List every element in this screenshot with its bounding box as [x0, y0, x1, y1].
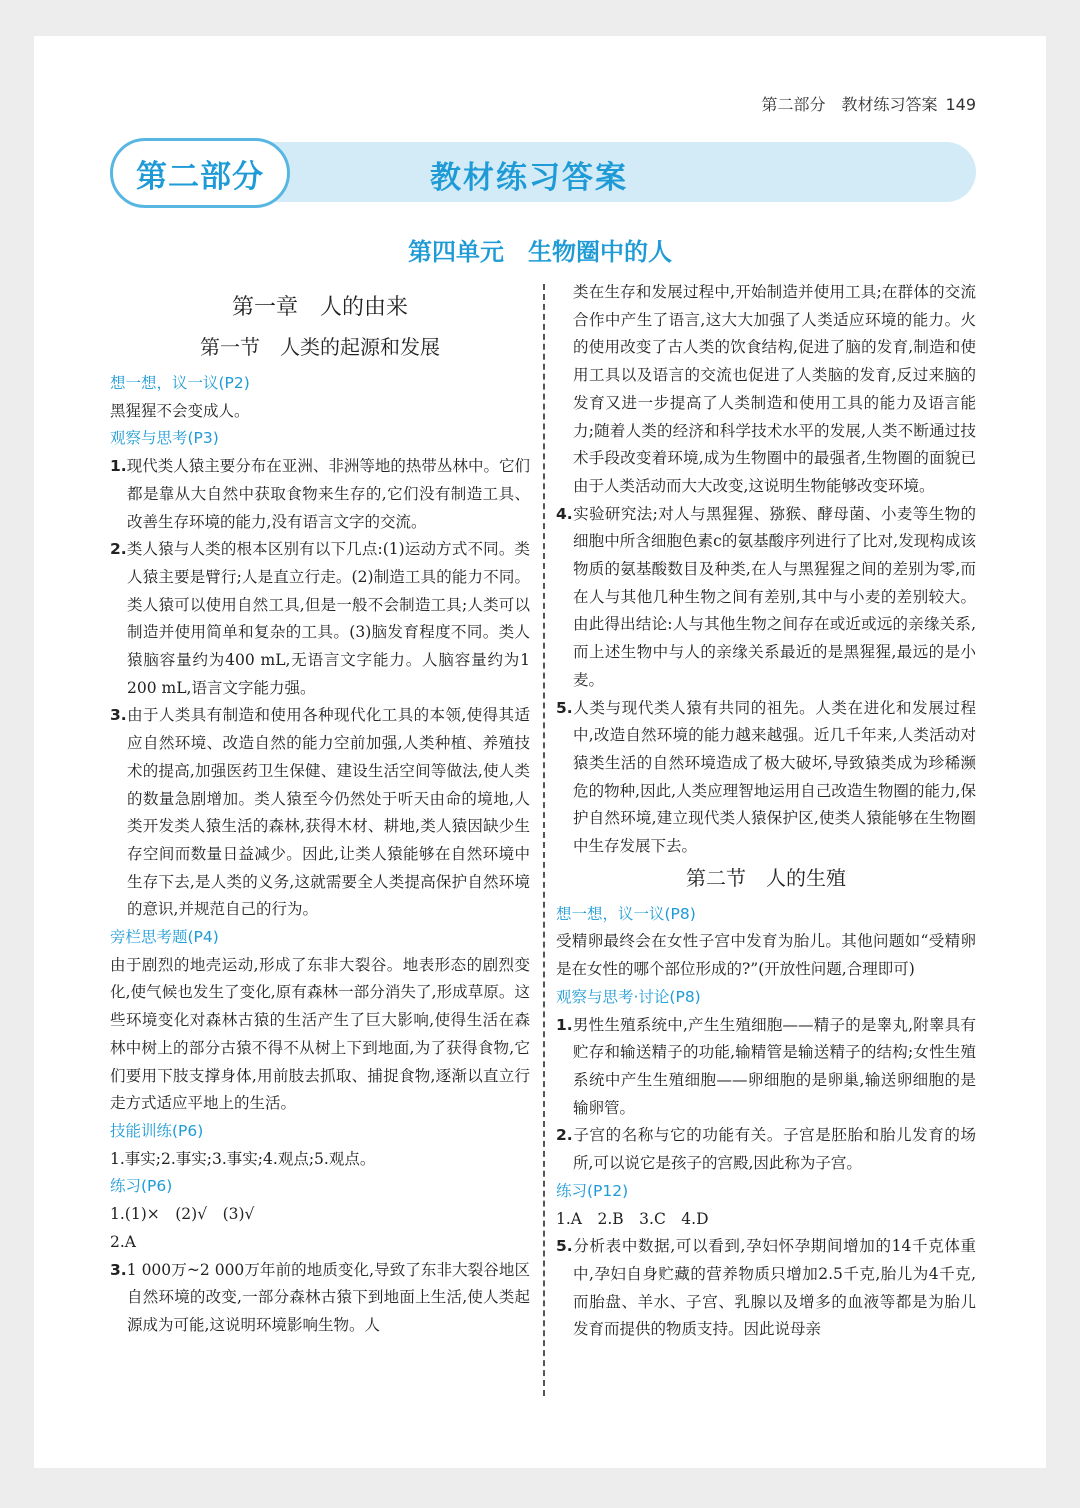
answer-item	[110, 453, 530, 536]
page-number: 149	[945, 95, 976, 114]
answer-line: 1.A 2.B 3.C 4.D	[556, 1209, 709, 1228]
subheading-practice: 练习(P12)	[556, 1181, 629, 1200]
textbook-page	[34, 36, 1046, 1468]
subheading-practice: 练习(P6)	[110, 1177, 173, 1196]
item-number: 1.	[556, 1015, 573, 1034]
item-text: 实验研究法;对人与黑猩猩、猕猴、酵母菌、小麦等生物的细胞中所含细胞色素c的氨基酸序列进行了比对,发现构成该物质的氨基酸数目及种类,在人与黑猩猩之间的差别为零,而在人与其他几种生物之间有差别,其中与小麦的差别较大。由此得出结论:人与其他生物之间存在或近或远的亲缘关系,而上述生物中与人的亲缘关系最近的是黑猩猩,最远的是小麦。	[572, 504, 976, 689]
item-number: 5.	[556, 698, 573, 717]
answer-item	[556, 1012, 976, 1123]
answer-text: 1.事实;2.事实;3.事实;4.观点;5.观点。	[110, 1149, 376, 1168]
item-number: 3.	[110, 706, 127, 725]
answer-item	[110, 1257, 530, 1340]
section-title: 第一节 人类的起源和发展	[200, 335, 440, 359]
item-text: 现代类人猿主要分布在亚洲、非洲等地的热带丛林中。它们都是靠从大自然中获取食物来生存的,它们没有制造工具、改善生存环境的能力,没有语言文字的交流。	[126, 457, 530, 531]
part-label: 第二部分	[136, 158, 264, 195]
answer-text: 受精卵最终会在女性子宫中发育为胎儿。其他问题如“受精卵是在女性的哪个部位形成的?”(开放性问题,合理即可)	[556, 932, 976, 979]
item-number: 5.	[556, 1237, 573, 1256]
unit-title: 第四单元 生物圈中的人	[408, 238, 672, 266]
left-column	[110, 290, 530, 1340]
item-text: 类人猿与人类的根本区别有以下几点:(1)运动方式不同。类人猿主要是臂行;人是直立行走。(2)制造工具的能力不同。类人猿可以使用自然工具,但是一般不会制造工具;人类可以制造并使用简单和复杂的工具。(3)脑发育程度不同。类人猿脑容量约为400 mL,无语言文字能力。人脑容量约为1 200 mL,语言文字能力强。	[126, 540, 530, 697]
column-divider	[543, 284, 545, 1396]
item-text: 1 000万~2 000万年前的地质变化,导致了东非大裂谷地区自然环境的改变,一部分森林古猿下到地面上生活,使人类起源成为可能,这说明环境影响生物。人	[126, 1260, 530, 1334]
answer-item	[556, 501, 976, 695]
item-text: 男性生殖系统中,产生生殖细胞——精子的是睾丸,附睾具有贮存和输送精子的功能,输精管是输送精子的结构;女性生殖系统中产生生殖细胞——卵细胞的是卵巢,输送卵细胞的是输卵管。	[572, 1015, 976, 1117]
item-text: 子宫的名称与它的功能有关。子宫是胚胎和胎儿发育的场所,可以说它是孩子的宫殿,因此称为子宫。	[572, 1126, 976, 1173]
item-number: 1.	[110, 457, 127, 476]
item-number: 2.	[556, 1126, 573, 1145]
right-column	[556, 279, 976, 1344]
banner-title: 教材练习答案	[430, 160, 628, 196]
chapter-title: 第一章 人的由来	[231, 295, 408, 320]
answer-text: 由于剧烈的地壳运动,形成了东非大裂谷。地表形态的剧烈变化,使气候也发生了变化,原有森林一部分消失了,形成草原。这些环境变化对森林古猿的生活产生了巨大影响,使得生活在森林中树上的部分古猿不得不从树上下到地面,为了获得食物,它们要用下肢支撑身体,用前肢去抓取、捕捉食物,逐渐以直立行走方式适应平地上的生活。	[110, 955, 530, 1113]
item-number: 3.	[110, 1260, 127, 1279]
answer-item	[556, 1233, 976, 1344]
answer-line: 2.A	[110, 1232, 136, 1251]
answer-line: 1.(1)× (2)√ (3)√	[110, 1205, 255, 1224]
part-banner	[110, 138, 976, 208]
answer-text: 黑猩猩不会变成人。	[110, 401, 250, 420]
item-number: 2.	[110, 540, 127, 559]
answer-item	[556, 1122, 976, 1177]
subheading-think: 想一想，议一议(P2)	[110, 374, 250, 392]
answer-item	[110, 536, 530, 702]
item-text: 由于人类具有制造和使用各种现代化工具的本领,使得其适应自然环境、改造自然的能力空前加强,人类种植、养殖技术的提高,加强医药卫生保健、建设生活空间等做法,使人类的数量急剧增加。类人猿至今仍然处于听天由命的境地,人类开发类人猿生活的森林,获得木材、耕地,类人猿因缺少生存空间而数量日益减少。因此,让类人猿能够在自然环境中生存下去,是人类的义务,这就需要全人类提高保护自然环境的意识,并规范自己的行为。	[126, 706, 530, 919]
subheading-observe-discuss: 观察与思考·讨论(P8)	[556, 987, 701, 1006]
running-header	[761, 92, 976, 115]
continued-text: 类在生存和发展过程中,开始制造并使用工具;在群体的交流合作中产生了语言,这大大加强了人类适应环境的能力。火的使用改变了古人类的饮食结构,促进了脑的发育,制造和使用工具以及语言的交流也促进了人类脑的发育,反过来脑的发育又进一步提高了人类制造和使用工具的能力及语言能力;随着人类的经济和科学技术水平的发展,人类不断通过技术手段改变着环境,成为生物圈中的最强者,生物圈的面貌已由于人类活动而大大改变,这说明生物能够改变环境。	[573, 283, 976, 495]
subheading-observe: 观察与思考(P3)	[110, 429, 219, 448]
subheading-margin-question: 旁栏思考题(P4)	[110, 928, 219, 947]
header-section-title: 第二部分 教材练习答案	[761, 95, 938, 114]
item-text: 分析表中数据,可以看到,孕妇怀孕期间增加的14千克体重中,孕妇自身贮藏的营养物质只增加2.5千克,胎儿为4千克,而胎盘、羊水、子宫、乳腺以及增多的血液等都是为胎儿发育而提供的物质支持。因此说母亲	[572, 1237, 976, 1339]
subheading-skill: 技能训练(P6)	[110, 1121, 204, 1140]
answer-item	[556, 695, 976, 861]
answer-item	[110, 702, 530, 924]
item-number: 4.	[556, 504, 573, 523]
section-title: 第二节 人的生殖	[686, 865, 846, 890]
item-text: 人类与现代类人猿有共同的祖先。人类在进化和发展过程中,改造自然环境的能力越来越强。近几千年来,人类活动对猿类生活的自然环境造成了极大破坏,导致猿类成为珍稀濒危的物种,因此,人类应理智地运用自己改造生物圈的能力,保护自然环境,建立现代类人猿保护区,使类人猿能够在生物圈中生存发展下去。	[572, 698, 976, 856]
part-label-pill	[110, 138, 290, 208]
subheading-think: 想一想，议一议(P8)	[556, 904, 696, 923]
